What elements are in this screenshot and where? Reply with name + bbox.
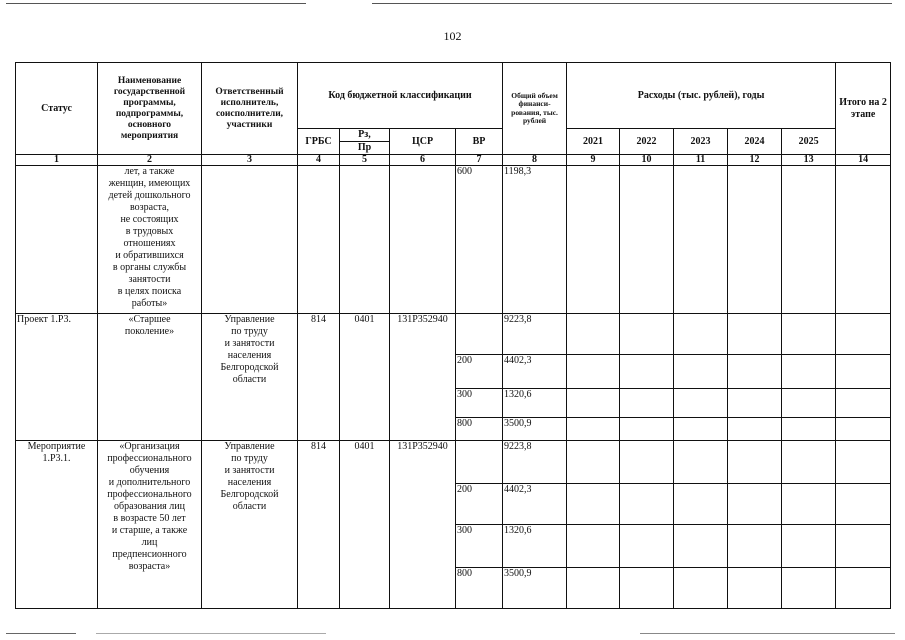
year-cell [567,388,620,417]
year-cell [674,524,728,567]
amount-cell: 4402,3 [503,355,567,388]
year-cell [567,440,620,483]
year-cell [567,355,620,388]
measure-csr-cell: 131Р352940 [390,440,456,608]
year-cell [728,483,782,524]
amount-cell: 3500,9 [503,417,567,440]
column-number: 3 [202,155,298,166]
header-budget-code: Код бюджетной классификации [298,63,503,129]
status-cell [16,166,98,314]
vr-cell: 800 [456,567,503,608]
project-rz-pr-cell: 0401 [340,314,390,440]
top-rule [372,3,892,4]
budget-table [15,62,891,609]
column-number: 8 [503,155,567,166]
rz-pr-cell [340,166,390,314]
csr-cell [390,166,456,314]
measure-status-cell: Мероприятие 1.Р3.1. [16,440,98,608]
year-cell [620,355,674,388]
year-cell [674,388,728,417]
header-vr: ВР [456,129,503,155]
bottom-rule [640,633,895,634]
total-stage-cell [836,166,891,314]
total-stage-cell [836,483,891,524]
year-cell [782,166,836,314]
page-number: 102 [443,29,462,43]
header-expenses: Расходы (тыс. рублей), годы [567,63,836,129]
project-total-amount-cell: 9223,8 [503,314,567,355]
total-stage-cell [836,388,891,417]
column-number: 7 [456,155,503,166]
measure-grbs-cell: 814 [298,440,340,608]
measure-rz-pr-cell: 0401 [340,440,390,608]
year-cell [728,355,782,388]
header-year-2025: 2025 [782,129,836,155]
amount-cell: 1320,6 [503,524,567,567]
year-cell [620,166,674,314]
year-cell [620,483,674,524]
measure-total-amount-cell: 9223,8 [503,440,567,483]
top-rule [6,3,306,4]
column-number: 4 [298,155,340,166]
header-year-2023: 2023 [674,129,728,155]
column-number: 2 [98,155,202,166]
year-cell [674,417,728,440]
grbs-cell [298,166,340,314]
column-number: 6 [390,155,456,166]
header-csr: ЦСР [390,129,456,155]
column-number: 13 [782,155,836,166]
year-cell [782,314,836,355]
bottom-rule [96,633,326,634]
header-rz: Рз, [340,129,390,142]
vr-cell [456,440,503,483]
column-number: 10 [620,155,674,166]
vr-cell: 300 [456,388,503,417]
project-status-cell: Проект 1.Р3. [16,314,98,440]
year-cell [620,440,674,483]
column-number: 9 [567,155,620,166]
year-cell [782,355,836,388]
project-csr-cell: 131Р352940 [390,314,456,440]
year-cell [674,567,728,608]
total-stage-cell [836,314,891,355]
vr-cell [456,314,503,355]
year-cell [728,417,782,440]
year-cell [674,483,728,524]
vr-cell: 300 [456,524,503,567]
year-cell [567,524,620,567]
amount-cell: 4402,3 [503,483,567,524]
amount-cell: 3500,9 [503,567,567,608]
year-cell [620,567,674,608]
header-row [16,63,891,129]
header-year-2021: 2021 [567,129,620,155]
column-number: 12 [728,155,782,166]
header-year-2022: 2022 [620,129,674,155]
column-number: 11 [674,155,728,166]
year-cell [728,567,782,608]
header-year-2024: 2024 [728,129,782,155]
column-number: 1 [16,155,98,166]
responsible-cell [202,166,298,314]
vr-cell: 600 [456,166,503,314]
year-cell [620,388,674,417]
program-name-cell: лет, а также женщин, имеющих детей дошкольного возраста, не состоящих в трудовых отношениях и обратившихся в органы службы занятости в целях поиска работы» [98,166,202,314]
year-cell [674,355,728,388]
bottom-rule [6,633,76,634]
year-cell [782,417,836,440]
year-cell [728,524,782,567]
total-stage-cell [836,417,891,440]
year-cell [782,483,836,524]
total-stage-cell [836,440,891,483]
header-total-funding: Общий объем финанси-рования, тыс. рублей [503,63,567,155]
column-number: 5 [340,155,390,166]
year-cell [567,314,620,355]
header-status: Статус [16,63,98,155]
column-number: 14 [836,155,891,166]
header-responsible: Ответственный исполнитель, соисполнители, участники [202,63,298,155]
table-row [16,440,891,483]
year-cell [782,440,836,483]
year-cell [674,440,728,483]
header-grbs: ГРБС [298,129,340,155]
year-cell [620,524,674,567]
amount-cell: 1198,3 [503,166,567,314]
column-number-row [16,155,891,166]
header-total-stage: Итого на 2 этапе [836,63,891,155]
year-cell [674,314,728,355]
vr-cell: 200 [456,483,503,524]
year-cell [674,166,728,314]
year-cell [728,388,782,417]
year-cell [620,417,674,440]
year-cell [782,388,836,417]
header-program-name: Наименование государственной программы, подпрограммы, основного мероприятия [98,63,202,155]
year-cell [567,483,620,524]
measure-responsible-cell: Управление по труду и занятости населения Белгородской области [202,440,298,608]
total-stage-cell [836,567,891,608]
vr-cell: 800 [456,417,503,440]
table-row [16,314,891,355]
year-cell [567,567,620,608]
year-cell [728,166,782,314]
year-cell [567,417,620,440]
header-pr: Пр [340,142,390,155]
total-stage-cell [836,355,891,388]
year-cell [620,314,674,355]
year-cell [728,314,782,355]
total-stage-cell [836,524,891,567]
year-cell [782,567,836,608]
year-cell [567,166,620,314]
project-responsible-cell: Управление по труду и занятости населения Белгородской области [202,314,298,440]
table-row [16,166,891,314]
measure-name-cell: «Организация профессионального обучения и дополнительного профессионального образования лиц в возрасте 50 лет и старше, а также лиц предпенсионного возраста» [98,440,202,608]
year-cell [728,440,782,483]
vr-cell: 200 [456,355,503,388]
year-cell [782,524,836,567]
amount-cell: 1320,6 [503,388,567,417]
project-name-cell: «Старшее поколение» [98,314,202,440]
project-grbs-cell: 814 [298,314,340,440]
